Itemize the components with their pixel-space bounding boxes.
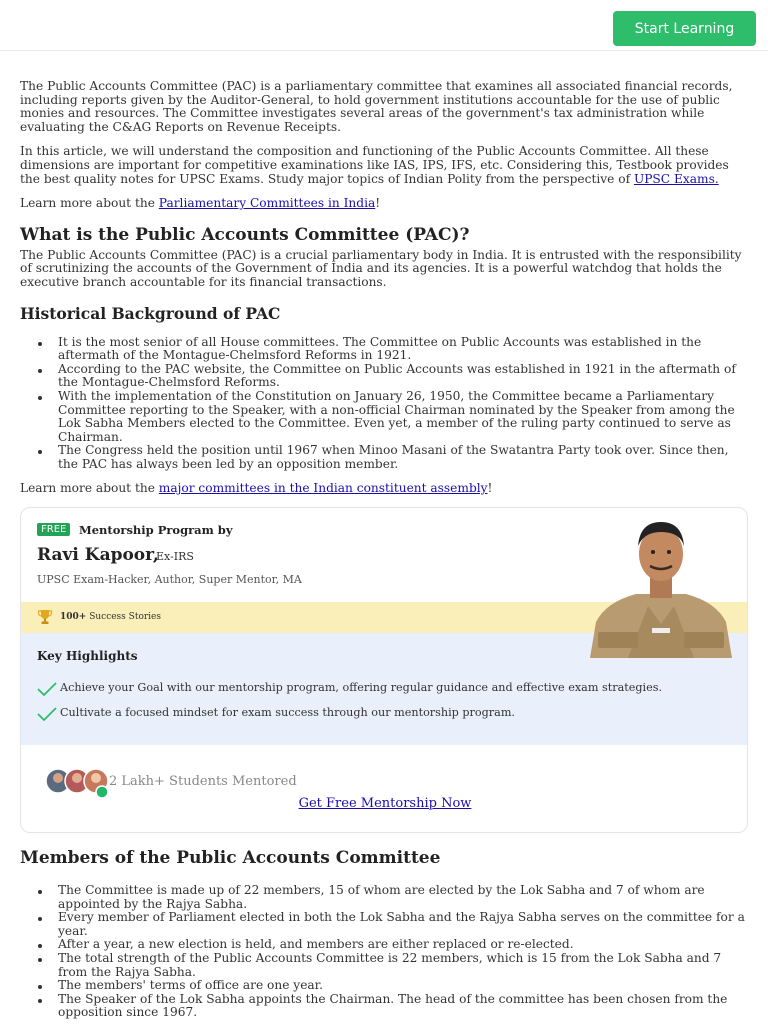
bullet-icon	[38, 342, 42, 346]
list-item	[58, 938, 750, 952]
learn-more-suffix: !	[375, 196, 381, 211]
members-item-text: The Committee is made up of 22 members, 15 of whom are elected by the Lok Sabha and 7 of whom are appointed by the Rajya Sabha.	[58, 883, 705, 911]
list-item	[58, 993, 750, 1020]
history-item-text: According to the PAC website, the Committee on Public Accounts was established in 1921 in the aftermath of the Montague-Chelmsford Reforms.	[58, 361, 736, 390]
constituent-assembly-link[interactable]: major committees in the Indian constituent assembly	[158, 481, 488, 496]
learn-more-prefix: Learn more about the	[20, 196, 159, 211]
check-icon	[37, 682, 57, 696]
intro-paragraph-2-text: In this article, we will understand the composition and functioning of the Public Accounts Committee. All these dimensions are important for competitive examinations like IAS, IPS, IFS, etc. Considering this, Testbook provides the best quality notes for UPSC Exams. Study major topics of Indian Polity from the perspective of	[20, 144, 729, 186]
cta-row	[21, 796, 748, 811]
mentorship-card	[20, 507, 748, 833]
list-item	[58, 911, 750, 938]
list-item	[58, 952, 750, 979]
members-heading: Members of the Public Accounts Committee	[20, 848, 441, 868]
learn-more-prefix: Learn more about the	[20, 481, 159, 496]
list-item	[58, 363, 750, 390]
upsc-exams-link[interactable]: UPSC Exams.	[633, 171, 719, 186]
what-is-pac-heading: What is the Public Accounts Committee (PAC)?	[20, 224, 470, 245]
students-mentored: 2 Lakh+ Students Mentored	[109, 774, 297, 789]
highlight-text: Cultivate a focused mindset for exam success through our mentorship program.	[60, 706, 515, 719]
history-heading: Historical Background of PAC	[20, 303, 281, 323]
highlight-item	[37, 706, 515, 721]
history-item-text: With the implementation of the Constitution on January 26, 1950, the Committee became a Parliamentary Committee reporting to the Speaker, with a non-official Chairman nominated by the Speaker from among the Lok Sabha Members elected to the Committee. Even yet, a member of the ruling party continued to serve as Chairman.	[58, 388, 735, 444]
bullet-icon	[38, 396, 42, 400]
free-badge: FREE	[37, 523, 70, 536]
start-learning-button[interactable]: Start Learning	[613, 11, 756, 46]
bullet-icon	[38, 917, 42, 921]
bullet-icon	[38, 890, 42, 894]
learn-more-suffix: !	[487, 481, 493, 496]
success-label: Success Stories	[86, 612, 161, 622]
highlight-text: Achieve your Goal with our mentorship program, offering regular guidance and effective exam strategies.	[60, 681, 663, 694]
history-list	[58, 336, 750, 472]
intro-paragraph-2	[20, 145, 750, 186]
members-item-text: The Speaker of the Lok Sabha appoints the Chairman. The head of the committee has been chosen from the opposition since 1967.	[58, 991, 728, 1020]
top-bar	[0, 0, 768, 51]
members-item-text: The total strength of the Public Accounts Committee is 22 members, which is 15 from the Lok Sabha and 7 from the Rajya Sabha.	[58, 950, 722, 979]
members-list	[58, 884, 750, 1020]
members-item-text: Every member of Parliament elected in both the Lok Sabha and the Rajya Sabha serves on the committee for a year.	[58, 910, 745, 938]
mentor-subtitle: UPSC Exam-Hacker, Author, Super Mentor, MA	[37, 573, 302, 586]
history-item-text: The Congress held the position until 1967 when Minoo Masani of the Swatantra Party took over. Since then, the PAC has always been led by an opposition member.	[58, 443, 729, 471]
check-icon	[37, 707, 57, 721]
bullet-icon	[38, 450, 42, 454]
student-avatars	[46, 768, 110, 798]
key-highlights-title: Key Highlights	[37, 649, 138, 663]
members-item-text: The members' terms of office are one year.	[58, 978, 324, 993]
program-label: Mentorship Program by	[79, 523, 233, 537]
list-item	[58, 979, 750, 993]
bullet-icon	[38, 369, 42, 373]
mentor-ex-title: Ex-IRS	[156, 550, 194, 563]
bullet-icon	[38, 999, 42, 1003]
mentor-photo	[588, 514, 734, 658]
parliamentary-committees-link[interactable]: Parliamentary Committees in India	[158, 196, 376, 211]
what-is-pac-body: The Public Accounts Committee (PAC) is a crucial parliamentary body in India. It is entrusted with the responsibility of scrutinizing the accounts of the Government of India and its agencies. It is a powerful watchdog that holds the executive branch accountable for its financial transactions.	[20, 247, 742, 289]
highlight-item	[37, 681, 662, 696]
members-section	[20, 848, 750, 1024]
bullet-icon	[38, 958, 42, 962]
article-body	[20, 80, 750, 507]
success-stories	[60, 612, 161, 622]
list-item	[58, 336, 750, 363]
intro-paragraph-1: The Public Accounts Committee (PAC) is a parliamentary committee that examines all associated financial records, including reports given by the Auditor-General, to hold government institutions accountable for the use of public monies and resources. The Committee investigates several areas of the government's tax administration while evaluating the C&AG Reports on Revenue Receipts.	[20, 79, 733, 134]
history-item-text: It is the most senior of all House committees. The Committee on Public Accounts was established in the aftermath of the Montague-Chelmsford Reforms in 1921.	[58, 334, 702, 363]
success-count: 100+	[60, 612, 87, 622]
members-item-text: After a year, a new election is held, and members are either replaced or re-elected.	[58, 937, 574, 952]
bullet-icon	[38, 985, 42, 989]
list-item	[58, 444, 750, 471]
list-item	[58, 390, 750, 444]
learn-more-committees	[20, 197, 750, 211]
list-item	[58, 884, 750, 911]
learn-more-assembly	[20, 482, 750, 496]
mentor-name: Ravi Kapoor,	[37, 545, 159, 565]
bullet-icon	[38, 944, 42, 948]
trophy-icon	[37, 609, 53, 625]
get-free-mentorship-link[interactable]: Get Free Mentorship Now	[298, 796, 472, 811]
